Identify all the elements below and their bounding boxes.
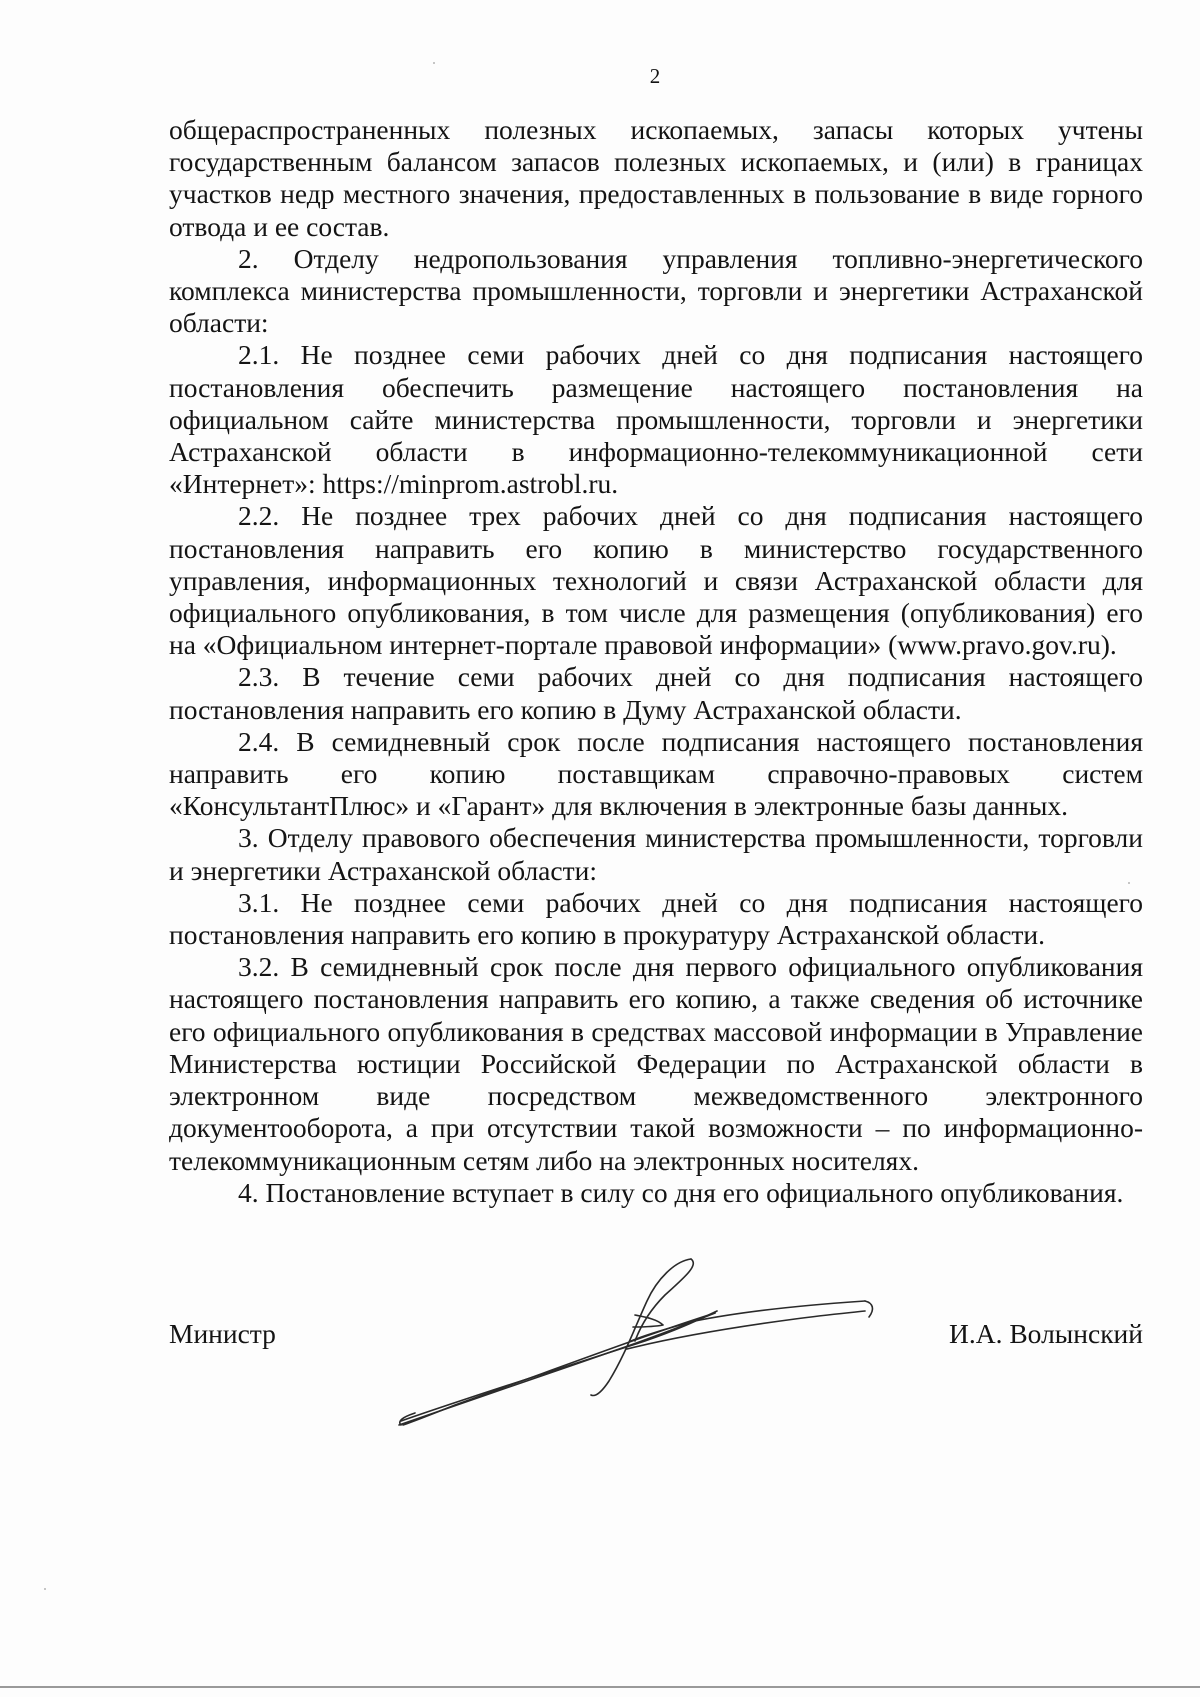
paragraph-item-3: 3. Отделу правового обеспечения министерства промышленности, торговли и энергетики Астраханской области: (169, 822, 1143, 886)
paragraph-item-2-3: 2.3. В течение семи рабочих дней со дня подписания настоящего постановления направить его копию в Думу Астраханской области. (169, 661, 1143, 725)
document-body (169, 114, 1143, 1209)
paragraph-item-3-2: 3.2. В семидневный срок после дня первого официального опубликования настоящего постановления направить его копию, а также сведения об источнике его официального опубликования в средствах массовой информации в Управление Министерства юстиции Российской Федерации по Астраханской области в электронном виде посредством межведомственного электронного документооборота, а при отсутствии такой возможности – по информационно-телекоммуникационным сетям либо на электронных носителях. (169, 951, 1143, 1176)
signature-block (169, 1310, 1143, 1370)
scan-speck (433, 62, 435, 64)
page-number: 2 (649, 64, 661, 88)
paragraph-item-2-4: 2.4. В семидневный срок после подписания настоящего постановления направить его копию поставщикам справочно-правовых систем «КонсультантПлюс» и «Гарант» для включения в электронные базы данных. (169, 725, 1143, 822)
paragraph-item-2-2: 2.2. Не позднее трех рабочих дней со дня подписания настоящего постановления направить его копию в министерство государственного управления, информационных технологий и связи Астраханской области для официального опубликования, в том числе для размещения (опубликования) его на «Официальном интернет-портале правовой информации» (www.pravo.gov.ru). (169, 500, 1143, 661)
signatory-name: И.А. Волынский (949, 1318, 1143, 1349)
signatory-position: Министр (169, 1318, 276, 1349)
paragraph-continuation: общераспространенных полезных ископаемых, запасы которых учтены государственным балансом запасов полезных ископаемых, и (или) в границах участков недр местного значения, предоставленных в пользование в виде горного отвода и ее состав. (169, 114, 1143, 242)
paragraph-item-4: 4. Постановление вступает в силу со дня его официального опубликования. (238, 1176, 1124, 1208)
scan-speck (1128, 882, 1130, 884)
paragraph-item-2-1: 2.1. Не позднее семи рабочих дней со дня подписания настоящего постановления обеспечить размещение настоящего постановления на официальном сайте министерства промышленности, торговли и энергетики Астраханской области в информационно-телекоммуникационной сети «Интернет»: https://minprom.astrobl.ru. (169, 339, 1143, 500)
scan-edge-line (0, 1686, 1200, 1688)
scan-speck (44, 1588, 46, 1590)
paragraph-item-2: 2. Отделу недропользования управления топливно-энергетического комплекса министерства промышленности, торговли и энергетики Астраханской области: (169, 242, 1143, 339)
paragraph-item-3-1: 3.1. Не позднее семи рабочих дней со дня подписания настоящего постановления направить его копию в прокуратуру Астраханской области. (169, 886, 1143, 951)
